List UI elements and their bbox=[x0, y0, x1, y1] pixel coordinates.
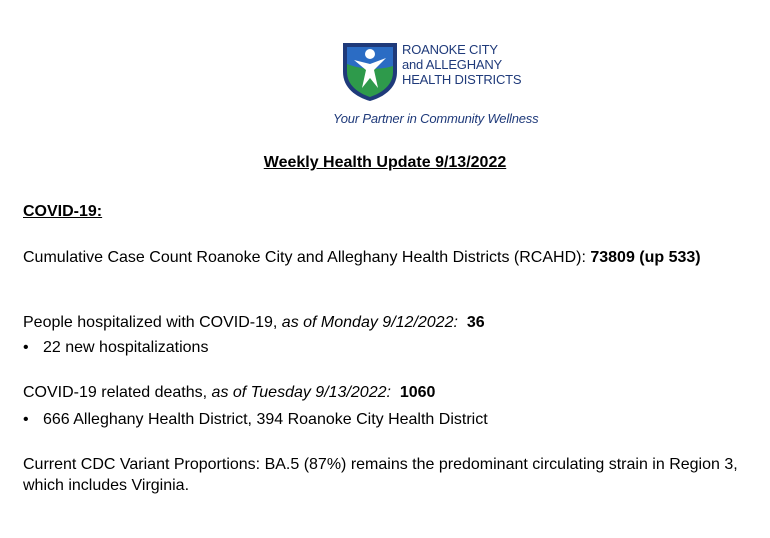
deaths-value: 1060 bbox=[399, 384, 436, 401]
deaths-paragraph bbox=[23, 382, 768, 403]
deaths-as-of: as of Tuesday 9/13/2022: bbox=[211, 384, 391, 401]
cumulative-case-paragraph bbox=[23, 247, 768, 268]
document-title: Weekly Health Update 9/13/2022 bbox=[263, 154, 507, 171]
hospitalized-bullet-text: 22 new hospitalizations bbox=[43, 339, 209, 356]
hospitalized-as-of: as of Monday 9/12/2022: bbox=[281, 314, 458, 331]
cumulative-value: 73809 (up 533) bbox=[590, 249, 701, 266]
shield-person-icon bbox=[340, 40, 400, 102]
section-heading-covid: COVID-19: bbox=[23, 203, 103, 220]
logo-line: ROANOKE CITY bbox=[402, 42, 498, 57]
hospitalized-paragraph bbox=[23, 312, 768, 333]
deaths-bullet: • 666 Alleghany Health District, 394 Roanoke City Health District bbox=[23, 411, 488, 428]
deaths-label: COVID-19 related deaths, bbox=[23, 384, 212, 401]
deaths-bullet-text: 666 Alleghany Health District, 394 Roanoke City Health District bbox=[43, 411, 488, 428]
logo-tagline: Your Partner in Community Wellness bbox=[333, 111, 539, 126]
hospitalized-value: 36 bbox=[466, 314, 485, 331]
logo-line: HEALTH DISTRICTS bbox=[402, 72, 522, 87]
cumulative-label: Cumulative Case Count Roanoke City and Alleghany Health Districts (RCAHD): bbox=[23, 249, 591, 266]
hospitalized-bullet: • 22 new hospitalizations bbox=[23, 339, 209, 356]
logo-line: and ALLEGHANY bbox=[402, 57, 503, 72]
logo-wordmark bbox=[402, 42, 521, 87]
variant-paragraph: Current CDC Variant Proportions: BA.5 (87%) remains the predominant circulating strain in Region 3, which includes Virginia. bbox=[23, 456, 738, 494]
hospitalized-label: People hospitalized with COVID-19, bbox=[23, 314, 282, 331]
